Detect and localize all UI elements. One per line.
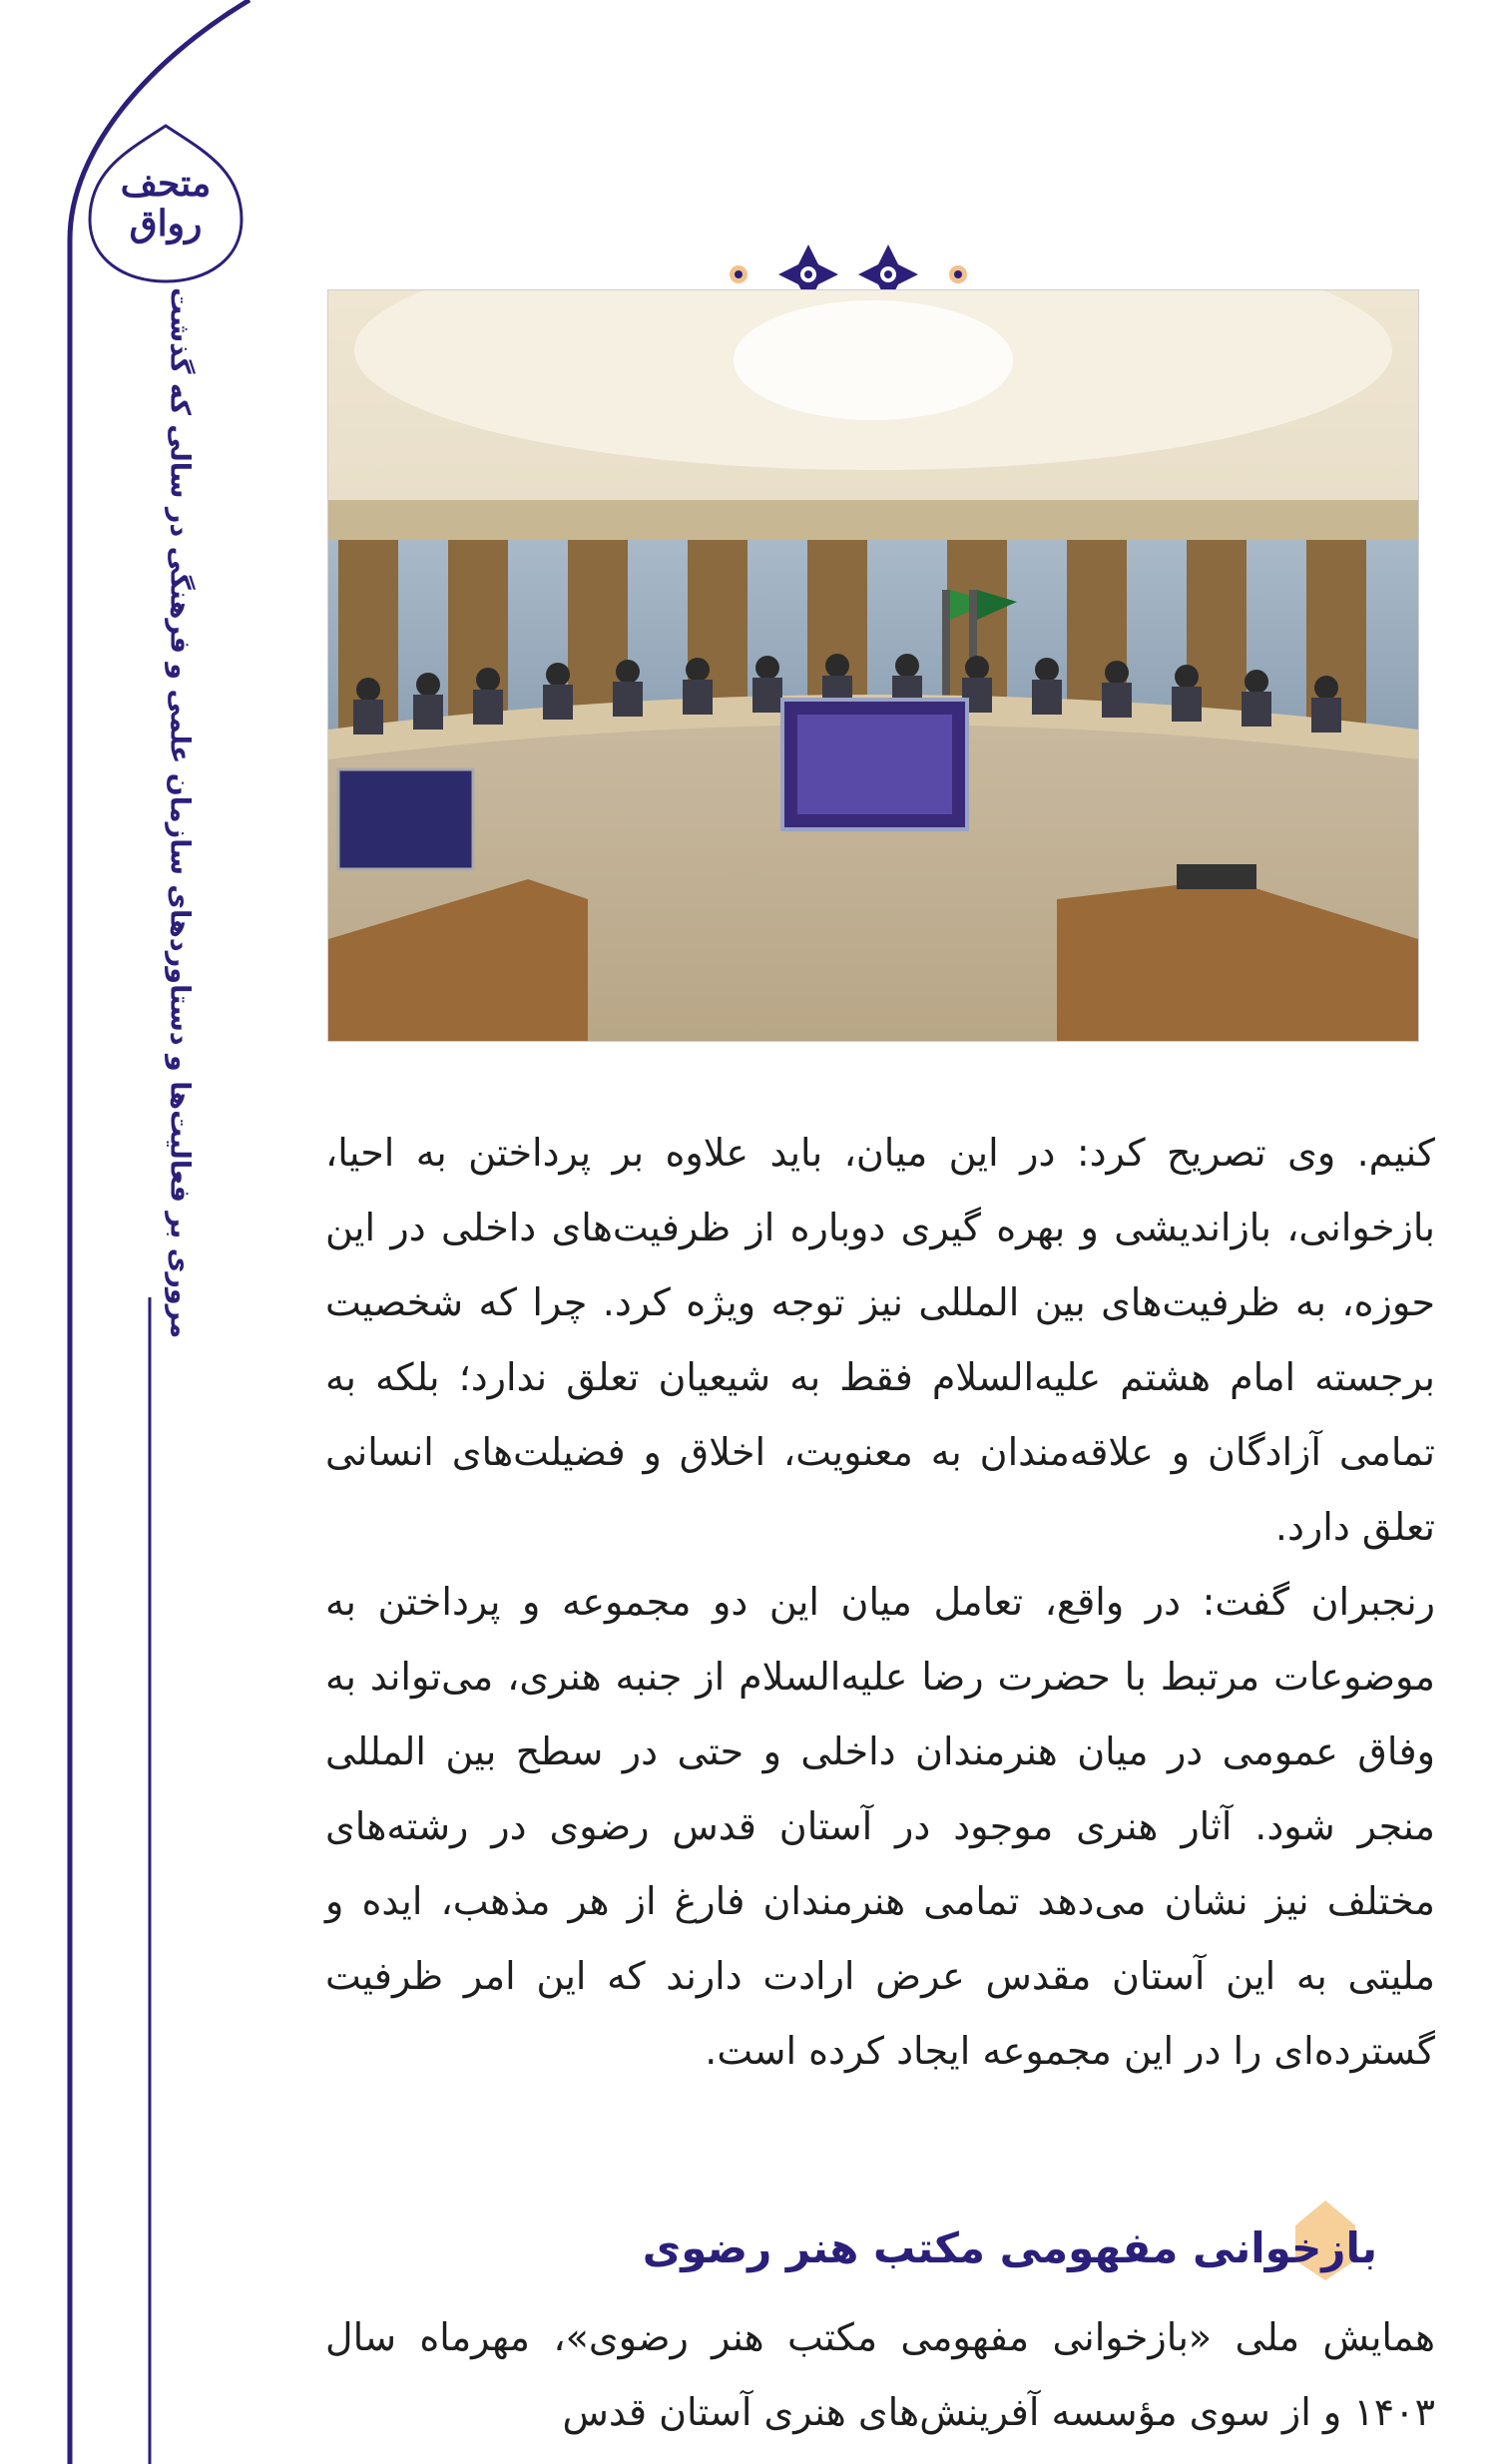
section-paragraph: همایش ملی «بازخوانی مفهومی مکتب هنر رضوی»، مهرماه سال ۱۴۰۳ و از سوی مؤسسه آفرینش‌های هنری آستان قدس [325,2315,1435,2434]
meeting-hall-photo [327,289,1419,1042]
running-title-text: مروری بر فعالیت‌ها و دستاوردهای سازمان علمی و فرهنگی در سالی که گذشت [164,287,196,1339]
logo-arch-icon [82,120,250,287]
logo-text: متحف رواق [120,163,212,245]
running-title [162,287,198,1339]
section-body [325,2300,1435,2450]
publication-logo [82,120,250,287]
meeting-hall-illustration [328,290,1418,1041]
article-body [325,1116,1435,2089]
article-paragraph-1: کنیم. وی تصریح کرد: در این میان، باید علاوه بر پرداختن به احیا، بازخوانی، بازاندیشی و بهره گیری دوباره از ظرفیت‌های داخلی در این حوزه، به ظرفیت‌های بین المللی نیز توجه ویژه کرد. چرا که شخصیت برجسته امام هشتم علیه‌السلام فقط به شیعیان تعلق ندارد؛ بلکه به تمامی آزادگان و علاقه‌مندان به معنویت، اخلاق و فضیلت‌های انسانی تعلق دارد. [325,1131,1435,1549]
section-heading: بازخوانی مفهومی مکتب هنر رضوی [642,2223,1377,2272]
page-frame-decoration [0,0,299,2464]
article-paragraph-2: رنجبران گفت: در واقع، تعامل میان این دو مجموعه و پرداختن به موضوعات مرتبط با حضرت رضا علیه‌السلام از جنبه هنری، می‌تواند به وفاق عمومی در میان هنرمندان داخلی و حتی در سطح بین المللی منجر شود. آثار هنری موجود در آستان قدس رضوی در رشته‌های مختلف نیز نشان می‌دهد تمامی هنرمندان فارغ از هر مذهب، ایده و ملیتی به این آستان مقدس عرض ارادت دارند که این امر ظرفیت گسترده‌ای را در این مجموعه ایجاد کرده است. [325,1580,1435,2073]
